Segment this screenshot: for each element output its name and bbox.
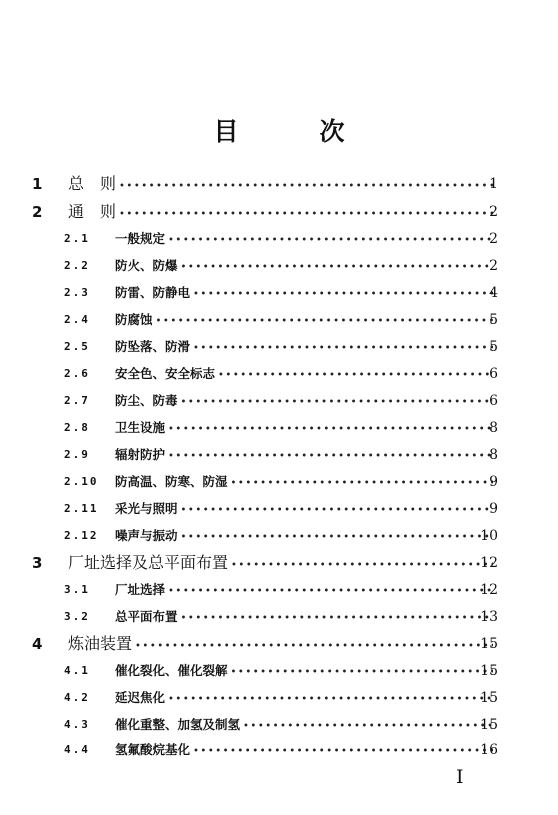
toc-entry-section[interactable] [0, 335, 558, 359]
toc-entry-section[interactable] [0, 443, 558, 467]
dot-leader [181, 391, 493, 415]
toc-entry-page: 12 [480, 555, 498, 571]
toc-entry-number: 2.11 [64, 502, 99, 515]
toc-entry-number: 2 [32, 203, 43, 221]
dot-leader [231, 661, 493, 685]
toc-entry-title: 防腐蚀 [115, 312, 153, 327]
dot-leader [231, 554, 493, 578]
toc-entry-page: 5 [489, 312, 498, 328]
toc-entry-page: 6 [489, 393, 498, 409]
toc-entry-title: 卫生设施 [115, 420, 166, 435]
dot-leader [168, 418, 493, 442]
toc-entry-title: 防坠落、防滑 [115, 339, 191, 354]
toc-entry-section[interactable] [0, 738, 558, 762]
toc-entry-number: 2.4 [64, 313, 90, 326]
toc-entry-title: 噪声与振动 [115, 528, 178, 543]
toc-entry-number: 2.2 [64, 259, 90, 272]
toc-entry-page: 15 [480, 717, 498, 733]
toc-entry-title: 防火、防爆 [115, 258, 178, 273]
toc-entry-page: 2 [489, 258, 498, 274]
page-number: I [456, 766, 464, 788]
dot-leader [181, 607, 493, 631]
toc-entry-page: 16 [480, 742, 498, 758]
toc-entry-title: 采光与照明 [115, 501, 178, 516]
toc-entry-number: 3.2 [64, 610, 90, 623]
toc-entry-chapter[interactable] [0, 200, 558, 224]
toc-entry-number: 2.7 [64, 394, 90, 407]
toc-entry-page: 13 [480, 609, 498, 625]
toc-entry-title: 一般规定 [115, 231, 166, 246]
toc-entry-page: 2 [489, 231, 498, 247]
toc-entry-number: 2.8 [64, 421, 90, 434]
toc-entry-section[interactable] [0, 605, 558, 629]
dot-leader [135, 635, 493, 659]
dot-leader [181, 499, 493, 523]
toc-entry-section[interactable] [0, 254, 558, 278]
toc-entry-page: 15 [480, 690, 498, 706]
toc-entry-page: 6 [489, 366, 498, 382]
toc-entry-title: 厂址选择及总平面布置 [68, 553, 229, 572]
toc-entry-page: 15 [480, 636, 498, 652]
toc-entry-number: 2.3 [64, 286, 90, 299]
dot-leader [168, 445, 493, 469]
toc-entry-page: 9 [489, 501, 498, 517]
toc-entry-title: 延迟焦化 [115, 690, 166, 705]
toc-entry-number: 4 [32, 635, 43, 653]
dot-leader [181, 256, 493, 280]
toc-entry-page: 4 [489, 285, 498, 301]
table-of-contents [0, 172, 558, 762]
toc-entry-section[interactable] [0, 389, 558, 413]
dot-leader [119, 203, 493, 227]
toc-entry-page: 5 [489, 339, 498, 355]
toc-entry-title: 防尘、防毒 [115, 393, 178, 408]
toc-entry-section[interactable] [0, 497, 558, 521]
toc-entry-number: 2.5 [64, 340, 90, 353]
dot-leader [156, 310, 493, 334]
toc-entry-section[interactable] [0, 578, 558, 602]
toc-entry-page: 8 [489, 420, 498, 436]
dot-leader [168, 229, 493, 253]
toc-entry-section[interactable] [0, 362, 558, 386]
toc-entry-page: 9 [489, 474, 498, 490]
toc-entry-number: 4.4 [64, 743, 90, 756]
dot-leader [168, 688, 493, 712]
toc-entry-chapter[interactable] [0, 632, 558, 656]
dot-leader [193, 740, 493, 764]
toc-entry-section[interactable] [0, 470, 558, 494]
toc-entry-number: 1 [32, 175, 43, 193]
toc-entry-title: 催化裂化、催化裂解 [115, 663, 228, 678]
toc-entry-title: 防高温、防寒、防湿 [115, 474, 228, 489]
toc-entry-page: 2 [489, 204, 498, 220]
toc-entry-title: 辐射防护 [115, 447, 166, 462]
toc-entry-section[interactable] [0, 686, 558, 710]
toc-entry-title: 氢氟酸烷基化 [115, 742, 191, 757]
dot-leader [193, 283, 493, 307]
toc-entry-chapter[interactable] [0, 172, 558, 196]
toc-entry-number: 4.3 [64, 718, 90, 731]
toc-entry-page: 8 [489, 447, 498, 463]
toc-entry-section[interactable] [0, 416, 558, 440]
toc-entry-number: 2.10 [64, 475, 99, 488]
dot-leader [193, 337, 493, 361]
page-title: 目 次 [213, 117, 373, 146]
dot-leader [231, 472, 493, 496]
toc-entry-title: 炼油装置 [68, 634, 133, 653]
toc-entry-number: 2.6 [64, 367, 90, 380]
toc-entry-title: 通 则 [68, 202, 117, 221]
toc-entry-section[interactable] [0, 524, 558, 548]
toc-entry-title: 安全色、安全标志 [115, 366, 216, 381]
toc-entry-number: 2.12 [64, 529, 99, 542]
toc-entry-section[interactable] [0, 713, 558, 737]
dot-leader [119, 175, 493, 199]
toc-entry-title: 总 则 [68, 174, 117, 193]
toc-entry-number: 2.9 [64, 448, 90, 461]
toc-entry-title: 防雷、防静电 [115, 285, 191, 300]
toc-entry-section[interactable] [0, 659, 558, 683]
toc-entry-number: 4.2 [64, 691, 90, 704]
toc-entry-chapter[interactable] [0, 551, 558, 575]
toc-entry-number: 3.1 [64, 583, 90, 596]
toc-entry-number: 4.1 [64, 664, 90, 677]
toc-entry-title: 厂址选择 [115, 582, 166, 597]
toc-entry-page: 12 [480, 582, 498, 598]
toc-entry-title: 总平面布置 [115, 609, 178, 624]
dot-leader [243, 715, 493, 739]
toc-entry-section[interactable] [0, 227, 558, 251]
toc-entry-section[interactable] [0, 281, 558, 305]
toc-entry-number: 2.1 [64, 232, 90, 245]
toc-entry-section[interactable] [0, 308, 558, 332]
dot-leader [218, 364, 493, 388]
dot-leader [168, 580, 493, 604]
toc-entry-page: 15 [480, 663, 498, 679]
toc-entry-title: 催化重整、加氢及制氢 [115, 717, 241, 732]
toc-entry-number: 3 [32, 554, 43, 572]
toc-entry-page: 1 [489, 176, 498, 192]
toc-entry-page: 10 [480, 528, 498, 544]
dot-leader [181, 526, 493, 550]
